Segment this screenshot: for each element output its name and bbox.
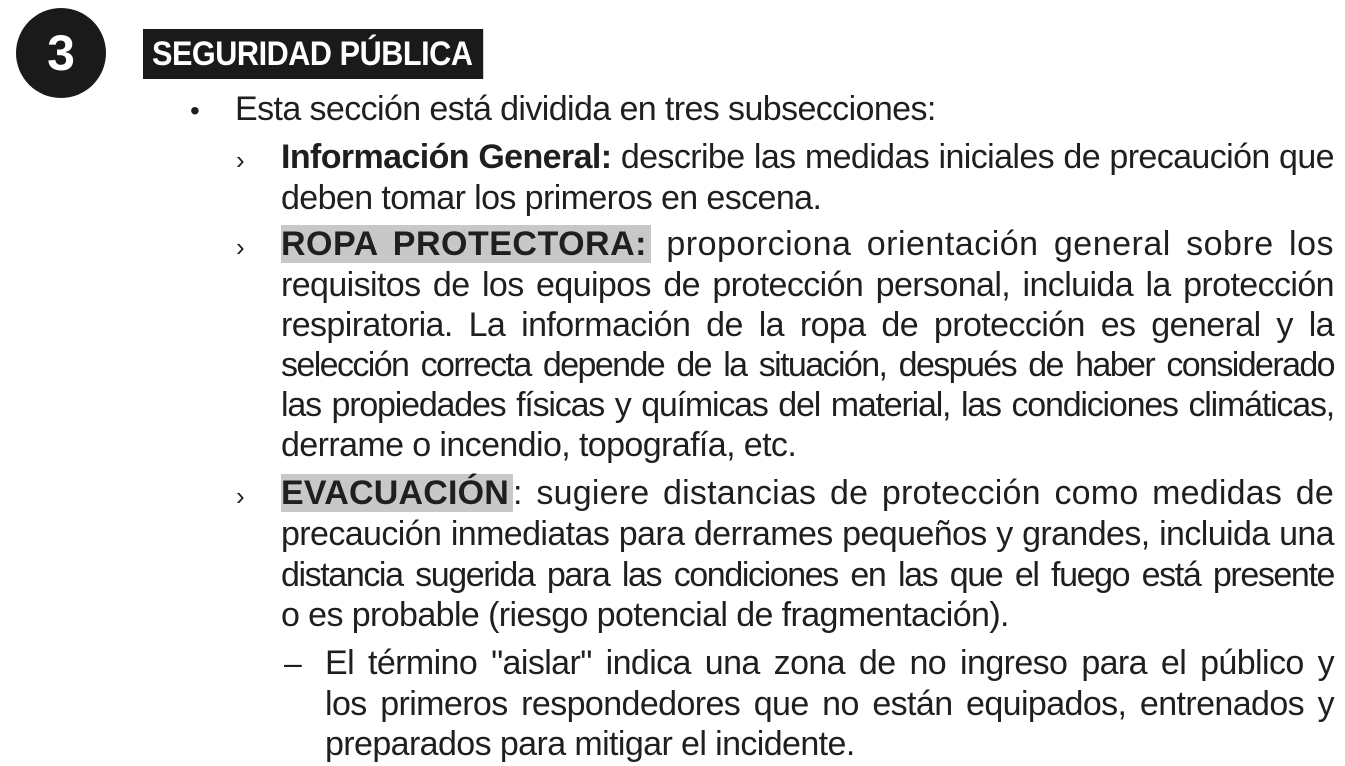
intro-text: Esta sección está dividida en tres subsecciones: [235, 90, 936, 128]
subitem-line-1: El término "aislar" indica una zona de no ingreso para el público y [325, 644, 1334, 682]
subsection-3-text: : sugiere distancias de protección como medidas de [513, 474, 1334, 512]
chevron-icon: › [236, 145, 245, 175]
subsection-2-term: ROPA PROTECTORA: [281, 225, 651, 263]
subsection-2-line-4: selección correcta depende de la situación, después de haber considerado [281, 346, 1334, 384]
subsection-2-line-6: derrame o incendio, topografía, etc. [281, 426, 797, 464]
subsection-1-line-2: deben tomar los primeros en escena. [281, 179, 822, 217]
subsection-1-term: Información General: [281, 138, 612, 176]
section-title: SEGURIDAD PÚBLICA [143, 29, 483, 79]
subsection-3-term: EVACUACIÓN [281, 474, 513, 512]
subsection-2-line-1 [281, 224, 1334, 265]
subsection-1-text: describe las medidas iniciales de precaución que [611, 138, 1334, 176]
bullet-icon: • [190, 95, 200, 126]
subsection-3-line-3: distancia sugerida para las condiciones en las que el fuego está presente [281, 556, 1334, 594]
subitem-line-2: los primeros respondedores que no están equipados, entrenados y [325, 685, 1334, 723]
chevron-icon: › [236, 232, 245, 262]
dash-icon: – [284, 645, 302, 681]
subsection-2-line-2: requisitos de los equipos de protección personal, incluida la protección [281, 266, 1334, 304]
subsection-3-line-2: precaución inmediatas para derrames pequeños y grandes, incluida una [281, 515, 1334, 553]
chevron-icon: › [236, 481, 245, 511]
section-number-badge: 3 [16, 8, 106, 98]
subsection-3-line-1 [281, 473, 1334, 514]
subsection-2-text: proporciona orientación general sobre los [651, 225, 1334, 263]
subsection-3-line-4: o es probable (riesgo potencial de fragmentación). [281, 596, 1009, 634]
subsection-2-line-5: las propiedades físicas y químicas del material, las condiciones climáticas, [281, 386, 1334, 424]
subitem-line-3: preparados para mitigar el incidente. [325, 725, 855, 763]
subsection-2-line-3: respiratoria. La información de la ropa de protección es general y la [281, 306, 1334, 344]
subsection-1-line-1 [281, 137, 1334, 178]
